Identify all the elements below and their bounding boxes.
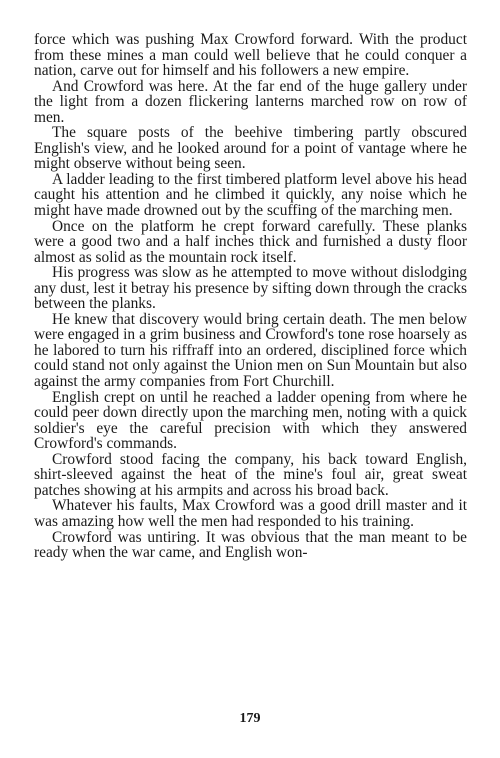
paragraph: force which was pushing Max Crowford forward. With the product from these mines a man could well believe that he could conquer a nation, carve out for himself and his followers a new empire. <box>34 31 467 80</box>
paragraph: A ladder leading to the first timbered platform level above his head caught his attention and he climbed it quickly, any noise which he might have made drowned out by the scuffing of the marching men. <box>34 170 467 220</box>
paragraph: Whatever his faults, Max Crowford was a good drill master and it was amazing how well the men had responded to his training. <box>34 497 467 530</box>
paragraph: Crowford was untiring. It was obvious that the man meant to be ready when the war came, and English won- <box>34 528 467 562</box>
paragraph: He knew that discovery would bring certain death. The men below were engaged in a grim business and Crowford's tone rose hoarsely as he labored to turn his riffraff into an ordered, disciplined force which could stand not only against the Union men on Sun Mountain but also against the army companies from Fort Churchill. <box>34 310 467 391</box>
paragraph: The square posts of the beehive timbering partly obscured English's view, and he looked around for a point of vantage where he might observe without being seen. <box>34 124 467 173</box>
paragraph: And Crowford was here. At the far end of the huge gallery under the light from a dozen flickering lanterns marched row on row of men. <box>34 77 467 126</box>
page-number: 179 <box>239 711 261 726</box>
paragraph: Once on the platform he crept forward carefully. These planks were a good two and a half inches thick and furnished a dusty floor almost as solid as the mountain rock itself. <box>34 217 467 266</box>
paragraph: Crowford stood facing the company, his back toward English, shirt-sleeved against the heat of the mine's foul air, great sweat patches showing at his armpits and across his broad back. <box>34 450 467 499</box>
paragraph: English crept on until he reached a ladder opening from where he could peer down directly upon the marching men, noting with a quick soldier's eye the careful precision with which they answered Crowford's commands. <box>34 388 467 453</box>
paragraph: His progress was slow as he attempted to move without dislodging any dust, lest it betray his presence by sifting down through the cracks between the planks. <box>34 264 467 313</box>
body-text <box>34 32 467 561</box>
